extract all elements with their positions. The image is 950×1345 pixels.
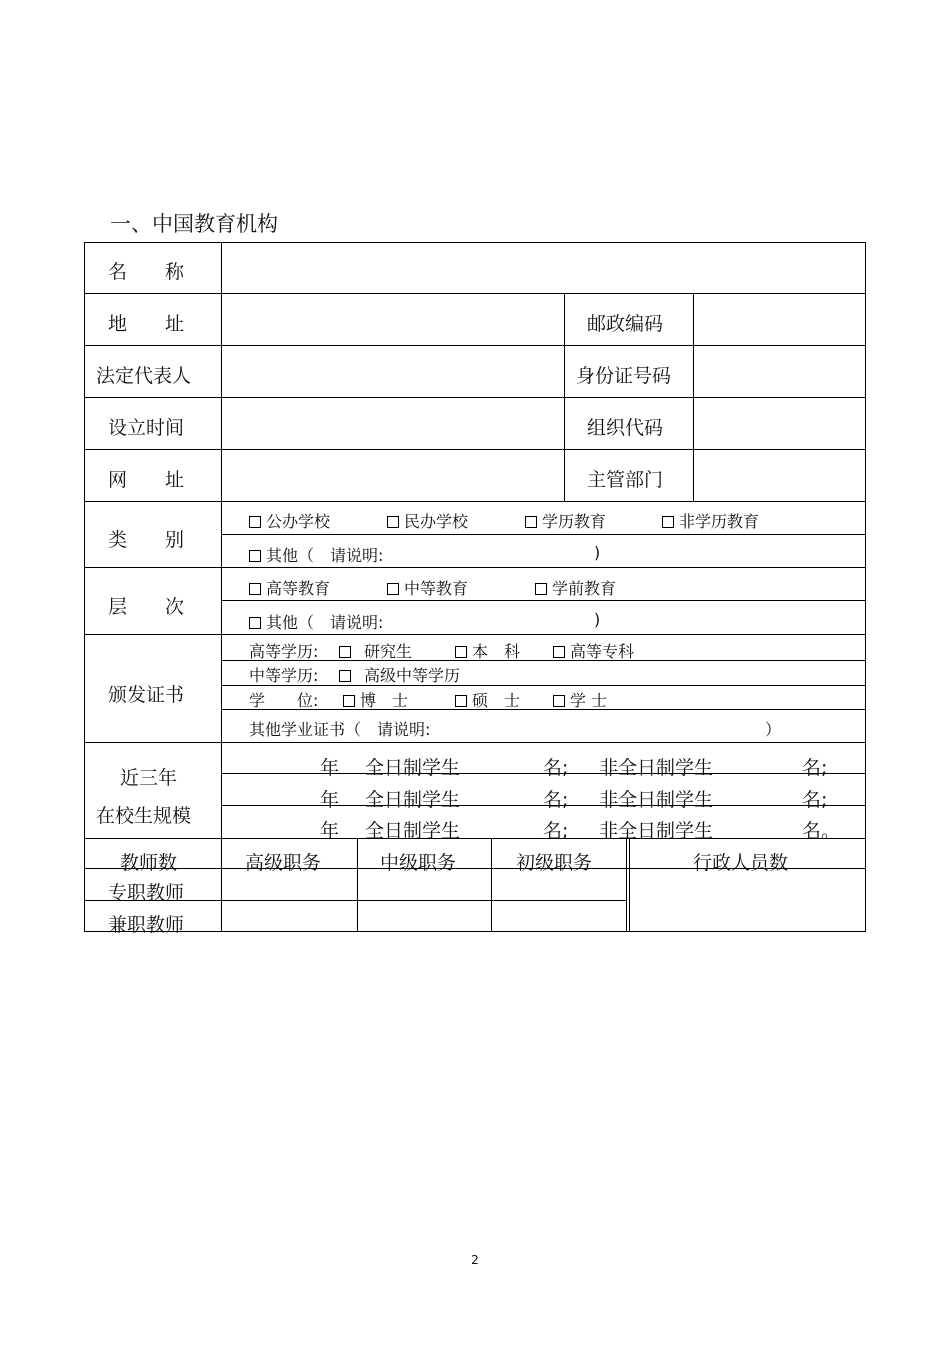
category-option-private[interactable]: 民办学校 [387,509,468,532]
authority-field[interactable] [694,450,865,501]
postal-code-field[interactable] [694,294,865,345]
legal-rep-label: 法定代表人 [96,365,192,387]
website-label: 网 址 [108,469,185,491]
checkbox-icon[interactable] [553,646,565,658]
parttime-label: 非全日制学生 [599,757,714,779]
other-cert-close: ） [765,720,782,739]
admin-staff-field[interactable] [630,869,865,931]
higher-cert-prefix: 高等学历: [249,642,319,661]
name-field[interactable] [222,243,865,293]
checkbox-icon[interactable] [387,516,399,528]
checkbox-icon[interactable] [662,516,674,528]
degree-prefix: 学 位: [249,691,319,710]
parttime-junior-field[interactable] [492,901,626,931]
org-code-label: 组织代码 [587,417,664,439]
fulltime-label: 全日制学生 [365,820,461,842]
admin-staff-header: 行政人员数 [693,852,789,874]
degree-doctor[interactable]: 博 士 [343,688,408,711]
middle-cert-senior[interactable]: 高级中等学历 [339,663,460,686]
id-number-label: 身份证号码 [576,365,672,387]
higher-cert-college[interactable]: 高等专科 [553,639,634,662]
certificate-label: 颁发证书 [108,684,185,706]
year-label: 年 [320,820,340,842]
checkbox-icon[interactable] [339,670,351,682]
postal-code-label: 邮政编码 [587,313,664,335]
unit-label: 名; [802,789,828,811]
authority-label: 主管部门 [587,469,664,491]
unit-label: 名; [543,757,569,779]
middle-cert-prefix: 中等学历: [249,666,319,685]
fulltime-label: 全日制学生 [365,757,461,779]
parttime-label: 非全日制学生 [599,820,714,842]
level-label: 层 次 [108,596,185,618]
website-field[interactable] [222,450,564,501]
fulltime-middle-field[interactable] [358,869,491,900]
unit-label: 名; [543,789,569,811]
checkbox-icon[interactable] [535,583,547,595]
checkbox-icon[interactable] [249,583,261,595]
page-number: 2 [471,1253,479,1267]
parttime-middle-field[interactable] [358,901,491,931]
org-code-field[interactable] [694,398,865,449]
checkbox-icon[interactable] [249,550,261,562]
page-title: 一、中国教育机构 [110,212,278,236]
parttime-label: 非全日制学生 [599,789,714,811]
degree-master[interactable]: 硕 士 [455,688,520,711]
parttime-senior-field[interactable] [222,901,357,931]
checkbox-icon[interactable] [343,695,355,707]
fulltime-teachers-label: 专职教师 [108,882,185,904]
established-label: 设立时间 [108,417,185,439]
teachers-label: 教师数 [120,852,178,874]
checkbox-icon[interactable] [339,646,351,658]
degree-bachelor[interactable]: 学 士 [553,688,607,711]
name-label: 名 称 [108,261,185,283]
unit-end-label: 名。 [802,820,841,842]
unit-label: 名; [802,757,828,779]
other-cert: 其他学业证书（ 请说明: [249,720,431,739]
enrollment-label-line2: 在校生规模 [96,805,192,827]
junior-title-header: 初级职务 [516,852,593,874]
checkbox-icon[interactable] [455,695,467,707]
enrollment-label-line1: 近三年 [120,767,178,789]
checkbox-icon[interactable] [525,516,537,528]
year-label: 年 [320,757,340,779]
level-other-close: ) [594,610,601,629]
established-field[interactable] [222,398,564,449]
fulltime-label: 全日制学生 [365,789,461,811]
parttime-teachers-label: 兼职教师 [108,914,185,936]
checkbox-icon[interactable] [249,516,261,528]
category-label: 类 别 [108,529,185,551]
middle-title-header: 中级职务 [380,852,457,874]
fulltime-junior-field[interactable] [492,869,626,900]
address-label: 地 址 [108,313,185,335]
legal-rep-field[interactable] [222,346,564,397]
level-option-secondary[interactable]: 中等教育 [387,576,468,599]
level-option-other[interactable]: 其他（ 请说明: [249,610,383,633]
level-option-higher[interactable]: 高等教育 [249,576,330,599]
address-field[interactable] [222,294,564,345]
unit-label: 名; [543,820,569,842]
year-label: 年 [320,789,340,811]
checkbox-icon[interactable] [553,695,565,707]
category-option-other[interactable]: 其他（ 请说明: [249,543,383,566]
fulltime-senior-field[interactable] [222,869,357,900]
checkbox-icon[interactable] [249,617,261,629]
higher-cert-graduate[interactable]: 研究生 [339,639,412,662]
level-option-preschool[interactable]: 学前教育 [535,576,616,599]
higher-cert-bachelor[interactable]: 本 科 [455,639,520,662]
senior-title-header: 高级职务 [245,852,322,874]
category-other-close: ) [594,543,601,562]
category-option-public[interactable]: 公办学校 [249,509,330,532]
category-option-non-academic[interactable]: 非学历教育 [662,509,759,532]
id-number-field[interactable] [694,346,865,397]
checkbox-icon[interactable] [387,583,399,595]
checkbox-icon[interactable] [455,646,467,658]
category-option-academic[interactable]: 学历教育 [525,509,606,532]
